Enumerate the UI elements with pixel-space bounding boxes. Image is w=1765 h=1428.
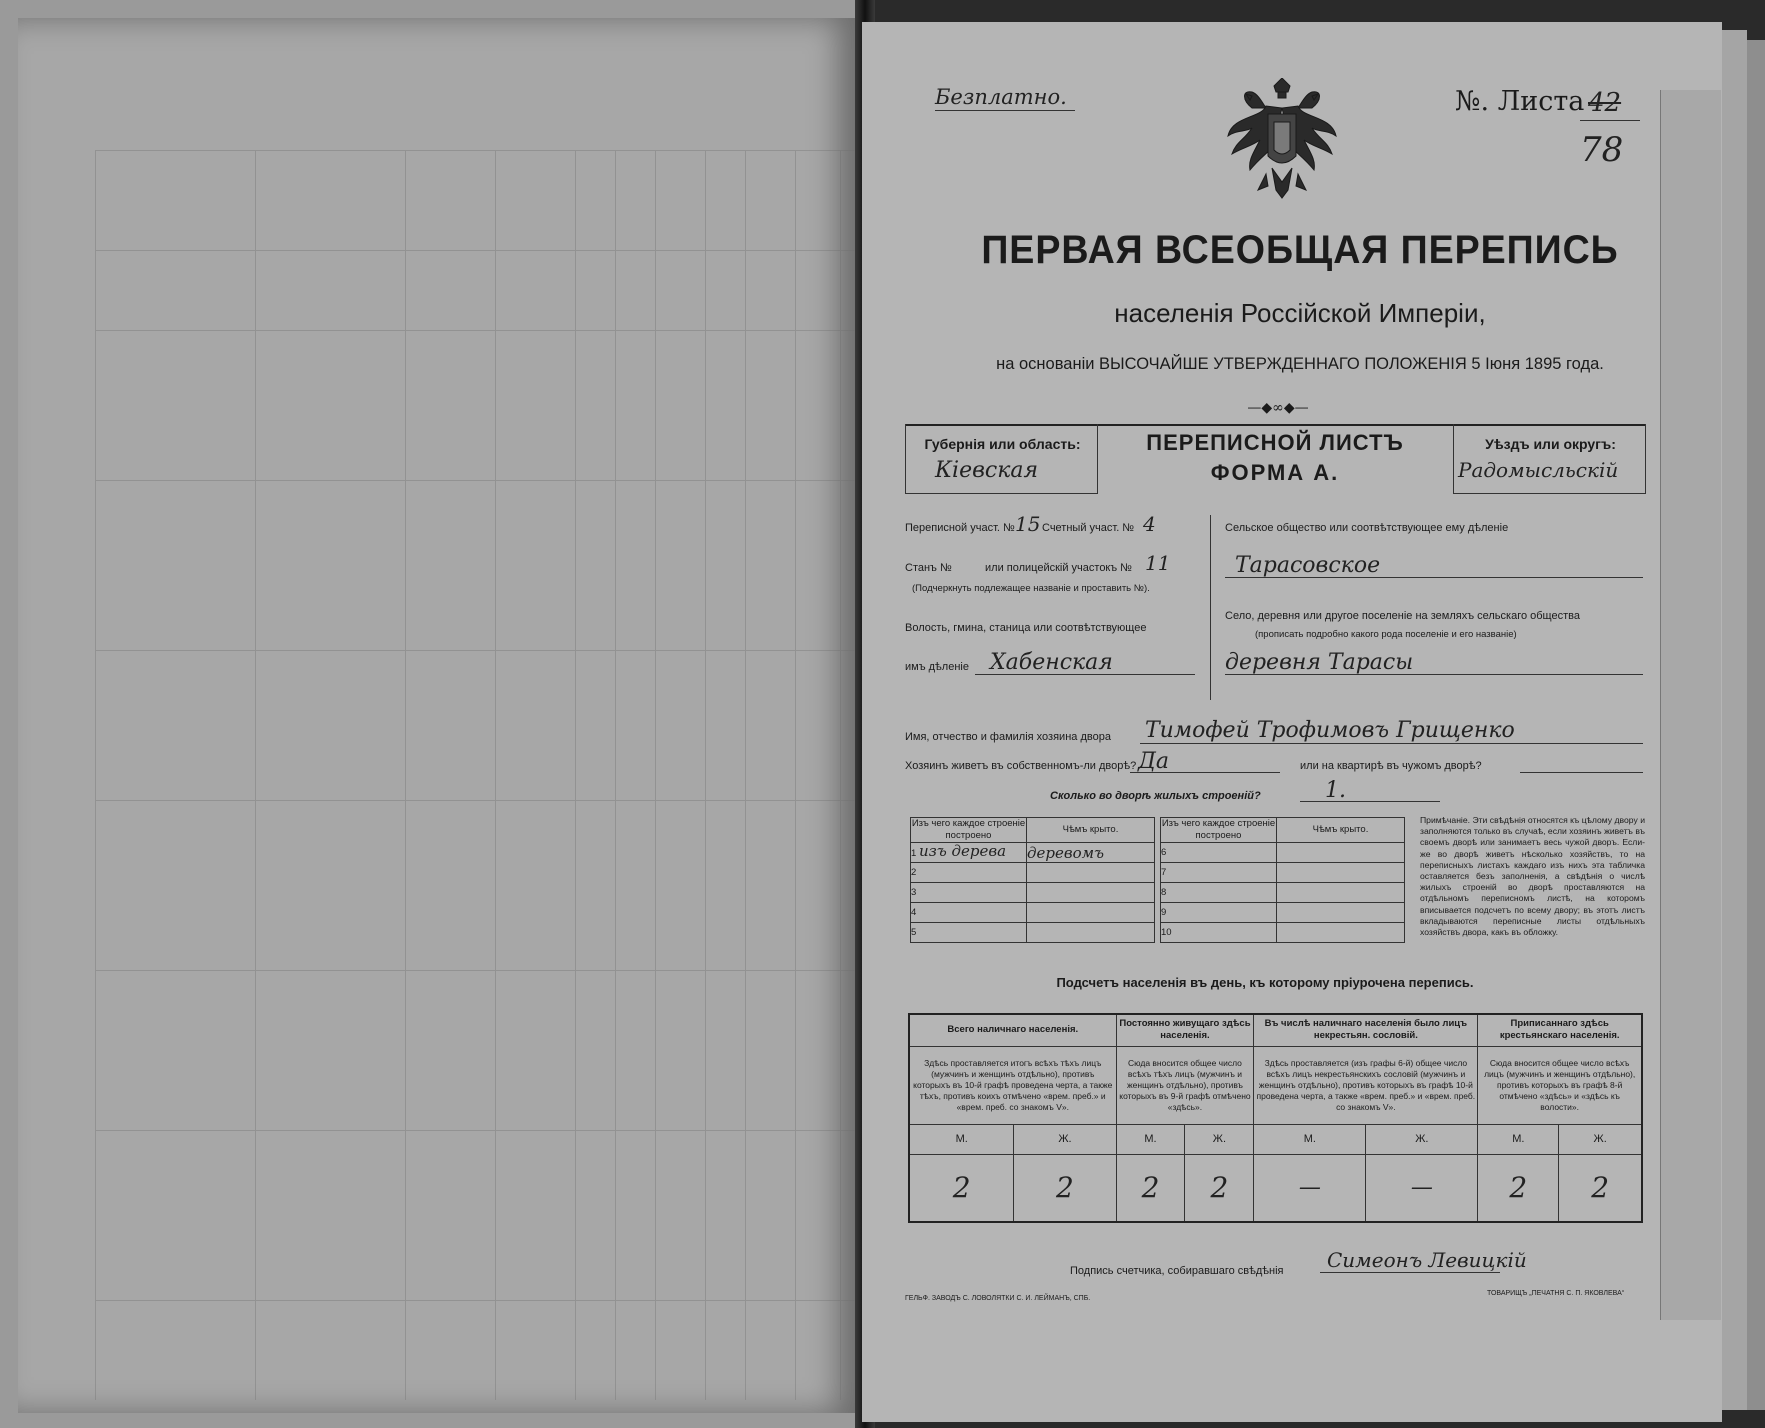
village-note: (прописать подробно какого рода поселеніе и его названіе) bbox=[1255, 629, 1517, 640]
stan-label: Станъ № bbox=[905, 562, 952, 574]
form-name: ФОРМА А. bbox=[1210, 460, 1340, 485]
signature-label: Подпись счетчика, собиравшаго свѣдѣнія bbox=[1070, 1265, 1284, 1277]
count-male-value: 2 bbox=[1116, 1154, 1185, 1222]
buildings-col-roof-2: Чѣмъ крыто. bbox=[1277, 818, 1405, 843]
owner-lives-underline bbox=[1130, 772, 1280, 773]
building-row: 6 bbox=[1161, 843, 1277, 863]
female-label: Ж. bbox=[1366, 1124, 1478, 1154]
district-value: Радомысльскій bbox=[1458, 458, 1619, 482]
female-label: Ж. bbox=[1185, 1124, 1254, 1154]
count-section-label: Счетный участ. № bbox=[1042, 522, 1135, 534]
form-header-right-bottom bbox=[1453, 493, 1645, 494]
count-col-head: Всего наличнаго населенія. bbox=[909, 1014, 1116, 1046]
imprint-left: ГЕЛЬФ. ЗАВОДЪ С. ЛОВОЛЯТКИ С. И. ЛЕЙМАНЪ, СПБ. bbox=[905, 1295, 1091, 1302]
form-header-divider-1 bbox=[1097, 424, 1098, 494]
count-col-head: Приписаннаго здѣсь крестьянскаго населенія. bbox=[1478, 1014, 1642, 1046]
imprint-right: ТОВАРИЩЪ „ПЕЧАТНЯ С. П. ЯКОВЛЕВА“ bbox=[1487, 1290, 1625, 1297]
buildings-label: Сколько во дворѣ жилыхъ строеній? bbox=[1050, 790, 1261, 802]
count-col-head: Въ числѣ наличнаго населенія было лицъ некрестьян. сословій. bbox=[1254, 1014, 1478, 1046]
buildings-col-material-2: Изъ чего каждое строеніе построено bbox=[1161, 818, 1276, 841]
fields-column-divider bbox=[1210, 515, 1211, 700]
male-label: М. bbox=[909, 1124, 1014, 1154]
form-header-left-edge bbox=[905, 424, 906, 494]
count-male-value: 2 bbox=[1478, 1154, 1559, 1222]
buildings-underline bbox=[1300, 801, 1440, 802]
count-section-value: 4 bbox=[1143, 512, 1156, 536]
free-underline bbox=[935, 110, 1075, 111]
census-section-value: 15 bbox=[1015, 512, 1041, 536]
volost-label-2: имъ дѣленіе bbox=[905, 661, 969, 673]
building-row: 5 bbox=[911, 923, 1027, 943]
count-female-value: — bbox=[1366, 1154, 1478, 1222]
volost-value: Хабенская bbox=[990, 650, 1113, 675]
owner-underline bbox=[1140, 743, 1643, 744]
building-row: 9 bbox=[1161, 903, 1277, 923]
census-section-label: Переписной участ. № bbox=[905, 522, 1015, 534]
count-col-desc: Здѣсь проставляется итогъ всѣхъ тѣхъ лицъ (мужчинъ и женщинъ отдѣльно), противъ которыхъ въ 10-й графѣ проведена черта, а также тѣхъ, противъ коихъ отмѣчено «врем. преб.» и «врем. преб. со знакомъ V». bbox=[909, 1046, 1116, 1124]
owner-label: Имя, отчество и фамилія хозяина двора bbox=[905, 731, 1111, 743]
rural-society-value: Тарасовское bbox=[1235, 553, 1381, 578]
owner-lives-value: Да bbox=[1138, 749, 1170, 774]
ornament-divider: —◆∞◆— bbox=[1247, 400, 1309, 416]
male-label: М. bbox=[1254, 1124, 1366, 1154]
building-row: 2 bbox=[911, 863, 1027, 883]
buildings-table-left bbox=[910, 817, 1155, 943]
male-label: М. bbox=[1478, 1124, 1559, 1154]
count-col-head: Постоянно живущаго здѣсь населенія. bbox=[1116, 1014, 1254, 1046]
form-header-divider-2 bbox=[1453, 424, 1454, 494]
owner-value: Тимофей Трофимовъ Грищенко bbox=[1145, 718, 1515, 743]
count-col-desc: Здѣсь проставляется (изъ графы 6-й) общее число всѣхъ лицъ некрестьянскихъ сословій (мужчинъ и женщинъ отдѣльно), противъ которыхъ въ графѣ 10-й проведена черта, а также «врем. преб.» и «врем. преб. со знакомъ V». bbox=[1254, 1046, 1478, 1124]
volost-label-1: Волость, гмина, станица или соотвѣтствующее bbox=[905, 622, 1147, 634]
female-label: Ж. bbox=[1559, 1124, 1642, 1154]
form-header-right-edge bbox=[1645, 424, 1646, 494]
form-subtitle: населенія Россійской Имперіи, bbox=[1114, 298, 1486, 328]
count-male-value: — bbox=[1254, 1154, 1366, 1222]
building-row: 4 bbox=[911, 903, 1027, 923]
building-row: 10 bbox=[1161, 923, 1277, 943]
form-header-left-bottom bbox=[905, 493, 1097, 494]
free-label: Безплатно. bbox=[935, 85, 1067, 109]
count-female-value: 2 bbox=[1185, 1154, 1254, 1222]
district-label: Уѣздъ или округъ: bbox=[1485, 436, 1616, 452]
village-label: Село, деревня или другое поселеніе на земляхъ сельскаго общества bbox=[1225, 610, 1580, 622]
village-value: деревня Тарасы bbox=[1225, 650, 1414, 675]
buildings-col-roof: Чѣмъ крыто. bbox=[1027, 818, 1155, 843]
rural-society-label: Сельское общество или соотвѣтствующее ему дѣленіе bbox=[1225, 522, 1509, 534]
form-title: ПЕРЕПИСНОЙ ЛИСТЪ bbox=[1146, 430, 1404, 455]
volost-underline bbox=[975, 674, 1195, 675]
building-row: 1 изъ дерева bbox=[911, 843, 1027, 863]
sheet-number-correction: 78 bbox=[1580, 130, 1624, 170]
form-main-title: ПЕРВАЯ ВСЕОБЩАЯ ПЕРЕПИСЬ bbox=[981, 228, 1619, 272]
buildings-table-right bbox=[1160, 817, 1405, 943]
count-female-value: 2 bbox=[1014, 1154, 1116, 1222]
building-row: 3 bbox=[911, 883, 1027, 903]
village-underline bbox=[1225, 674, 1643, 675]
count-col-desc: Сюда вносится общее число всѣхъ лицъ (мужчинъ и женщинъ отдѣльно), противъ которыхъ въ графѣ 8-й отмѣчено «здѣсь» и «здѣсь къ волости». bbox=[1478, 1046, 1642, 1124]
buildings-value: 1. bbox=[1325, 778, 1346, 803]
imperial-eagle-emblem bbox=[1222, 78, 1342, 208]
left-page-bleed-through-grid bbox=[95, 150, 855, 1400]
buildings-col-material: Изъ чего каждое строеніе построено bbox=[911, 818, 1026, 841]
rent-underline bbox=[1520, 772, 1643, 773]
owner-lives-label: Хозяинъ живетъ въ собственномъ-ли дворѣ? bbox=[905, 760, 1137, 772]
sheet-number-underline bbox=[1580, 120, 1640, 121]
signature-underline bbox=[1320, 1272, 1500, 1273]
building-roof: деревомъ bbox=[1027, 843, 1155, 863]
form-basis-line: на основаніи ВЫСОЧАЙШЕ УТВЕРЖДЕННАГО ПОЛОЖЕНІЯ 5 Іюня 1895 года. bbox=[996, 355, 1604, 373]
count-male-value: 2 bbox=[909, 1154, 1014, 1222]
building-row: 7 bbox=[1161, 863, 1277, 883]
province-label: Губернія или область: bbox=[924, 436, 1081, 452]
police-station-label: или полицейскій участокъ № bbox=[985, 562, 1132, 574]
building-row: 8 bbox=[1161, 883, 1277, 903]
count-female-value: 2 bbox=[1559, 1154, 1642, 1222]
count-col-desc: Сюда вносится общее число всѣхъ тѣхъ лицъ (мужчинъ и женщинъ отдѣльно), противъ которыхъ въ 9-й графѣ отмѣчено «здѣсь». bbox=[1116, 1046, 1254, 1124]
male-label: М. bbox=[1116, 1124, 1185, 1154]
sheet-number-value: 42 bbox=[1588, 88, 1622, 118]
underlying-sheet-edge bbox=[1660, 90, 1721, 1320]
sheet-number-label: №. Листа bbox=[1455, 86, 1585, 117]
signature-value: Симеонъ Левицкій bbox=[1327, 1248, 1527, 1272]
buildings-note: Примѣчаніе. Эти свѣдѣнія относятся къ цѣлому двору и заполняются только въ случаѣ, если хозяинъ живетъ въ своемъ дворѣ или занимаетъ весь чужой дворъ. Если-же во дворѣ живетъ нѣсколько хозяйствъ, то на переписныхъ листахъ каждаго изъ нихъ эта табличка оставляется безъ заполненія, а свѣдѣнія о числѣ жилыхъ строеній во дворѣ проставляются на отдѣльномъ переписномъ листѣ, на которомъ вписывается подсчетъ по всему двору; въ этотъ листъ вкладываются переписные листы отдѣльныхъ хозяйствъ двора, какъ въ обложку. bbox=[1420, 815, 1645, 938]
rural-society-underline bbox=[1225, 577, 1643, 578]
female-label: Ж. bbox=[1014, 1124, 1116, 1154]
police-station-value: 11 bbox=[1145, 551, 1171, 575]
underline-note: (Подчеркнуть подлежащее названіе и проставить №). bbox=[912, 583, 1150, 594]
rent-label: или на квартирѣ въ чужомъ дворѣ? bbox=[1300, 760, 1482, 772]
count-title: Подсчетъ населенія въ день, къ которому пріурочена перепись. bbox=[1056, 975, 1474, 990]
province-value: Кіевская bbox=[935, 458, 1039, 483]
population-count-table bbox=[908, 1013, 1643, 1223]
